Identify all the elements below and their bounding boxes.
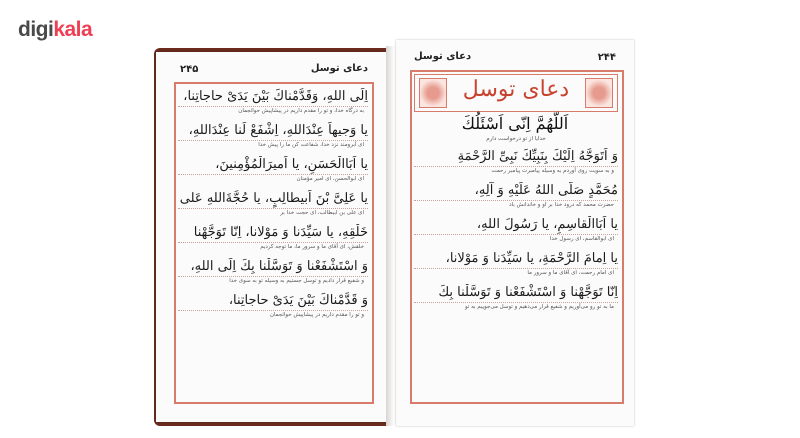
translation-line: ای آبرومند نزد خدا، شفاعت کن ما را پیش خدا <box>178 140 368 151</box>
verse-line: يا اَبَاالْقاسِمِ، يا رَسُولَ اللهِ، <box>476 217 618 232</box>
title-panel <box>414 74 618 112</box>
verse-line: يا اَبَاالْحَسَنِ، يا اَميرَالْمُؤْمِنينَ، <box>215 157 368 172</box>
prayer-text <box>178 88 368 326</box>
verse-line: اِلَی اللهِ، وَقَدَّمْناكَ بَيْنَ يَدَیْ حاجاتِنا، <box>183 89 368 104</box>
translation-line: ما به تو رو می‌آوریم و شفیع قرار می‌دهیم و توسل می‌جوییم به تو <box>414 302 618 313</box>
logo-part-2: kala <box>53 18 93 41</box>
translation-line: به درگاه خدا، و تو را مقدم داریم در پیشاپیش حوائجمان <box>178 106 368 117</box>
running-header: دعای توسل <box>310 63 368 74</box>
verse-line: وَ قَدَّمْناكَ بَيْنَ يَدَیْ حاجاتِنا، <box>228 293 368 308</box>
translation-line: خلقش، ای آقای ما و سرور ما، ما توجه کردیم <box>178 242 368 253</box>
logo-part-1: digi <box>18 18 54 41</box>
invocation: اَللّهُمَّ اِنّی اَسْئَلُكَ <box>461 114 569 133</box>
translation-line: ای امام رحمت، ای آقای ما و سرور ما <box>414 268 618 279</box>
verse-line: اِنّا تَوَجَّهْنا وَ اسْتَشْفَعْنا وَ تَوَسَّلْنا بِكَ <box>438 285 618 300</box>
page-number: ۲۴۴ <box>597 52 616 63</box>
translation-line: ای علی بن ابیطالب، ای حجت خدا بر <box>178 208 368 219</box>
translation-line: ای ابوالحسن، ای امیر مؤمنان <box>178 174 368 185</box>
verse-line: يا اِمامَ الرَّحْمَةِ، يا سَيِّدَنا وَ مَوْلانا، <box>445 251 618 266</box>
verse-line: وَ اَتَوَجَّهُ اِلَيْكَ بِنَبِيِّكَ نَبِیِّ الرَّحْمَةِ <box>457 149 618 164</box>
translation-line: و شفیع قرار دادیم و توسل جستیم به وسیله تو به سوی خدا <box>178 276 368 287</box>
page-number: ۲۴۵ <box>180 64 199 75</box>
verse-line: وَ اسْتَشْفَعْنا وَ تَوَسَّلْنا بِكَ اِلَی اللهِ، <box>190 259 368 274</box>
prayer-text <box>414 148 618 318</box>
verse-line: يا وَجيهاً عِنْدَاللهِ، اِشْفَعْ لَنا عِنْدَاللهِ، <box>188 123 368 138</box>
translation-line: و به سویت روی آوردم به وسیله پیامبرت پیامبر رحمت <box>414 166 618 177</box>
verse-line: خَلْقِهِ، يا سَيِّدَنا وَ مَوْلانا، اِنّا تَوَجَّهْنا <box>193 225 368 240</box>
prayer-title: دعای توسل <box>462 77 570 102</box>
brand-logo <box>18 18 92 42</box>
verse-line: يا عَلِیَّ بْنَ اَبيطالِبٍ، يا حُجَّةَاللهِ عَلی <box>179 191 368 206</box>
left-page <box>156 52 388 422</box>
translation-line: و تو را مقدم داریم در پیشاپیش حوائجمان <box>178 310 368 321</box>
right-page <box>396 40 634 426</box>
translation-line: ای ابوالقاسم، ای رسول خدا <box>414 234 618 245</box>
invocation-translation: خدایا از تو درخواست دارم <box>486 136 546 142</box>
running-header: دعای توسل <box>414 51 472 62</box>
verse-line: مُحَمَّدٍ صَلَّی اللهُ عَلَيْهِ وَ آلِهِ، <box>474 183 618 198</box>
translation-line: حضرت محمد که درود خدا بر او و خاندانش باد <box>414 200 618 211</box>
open-book <box>146 36 646 428</box>
